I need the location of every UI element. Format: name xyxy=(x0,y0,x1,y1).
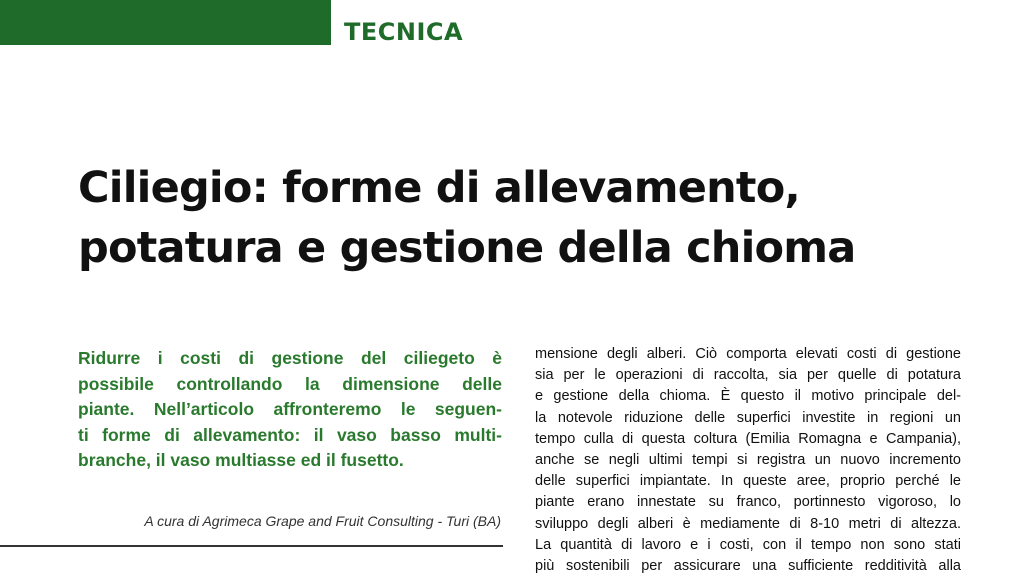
title-line: potatura e gestione della chioma xyxy=(78,223,856,273)
body-line: e gestione della chioma. È questo il motivo principale del- xyxy=(535,388,961,405)
article-byline: A cura di Agrimeca Grape and Fruit Consulting - Turi (BA) xyxy=(144,513,501,529)
body-line: La quantità di lavoro e i costi, con il tempo non sono stati xyxy=(535,536,961,553)
body-line: la notevole riduzione delle superfici investite in regioni un xyxy=(535,409,961,426)
article-lead xyxy=(78,346,502,474)
lead-line: piante. Nell’articolo affronteremo le seguen- xyxy=(78,399,502,419)
body-line: piante erano innestate su franco, portinnesto vigoroso, lo xyxy=(535,494,961,511)
lead-line: possibile controllando la dimensione delle xyxy=(78,373,502,394)
lead-line: branche, il vaso multiasse ed il fusetto. xyxy=(78,450,404,470)
title-line: Ciliegio: forme di allevamento, xyxy=(78,163,800,213)
body-line: sia per le operazioni di raccolta, sia per quelle di potatura xyxy=(535,367,961,384)
body-line: mensione degli alberi. Ciò comporta elevati costi di gestione xyxy=(535,346,961,362)
header-accent-bar xyxy=(0,0,331,45)
divider xyxy=(0,545,503,547)
lead-line: ti forme di allevamento: il vaso basso multi- xyxy=(78,424,502,445)
body-column xyxy=(535,344,961,577)
body-line: più sostenibili per assicurare una sufficiente redditività alla xyxy=(535,558,961,575)
body-line: tempo culla di questa coltura (Emilia Romagna e Campania), xyxy=(535,430,961,447)
body-line: sviluppo degli alberi è mediamente di 8-10 metri di altezza. xyxy=(535,515,961,532)
lead-line: Ridurre i costi di gestione del ciliegeto è xyxy=(78,348,502,368)
article-title xyxy=(78,158,978,278)
body-line: anche se negli ultimi tempi si registra un nuovo incremento xyxy=(535,452,961,469)
section-label: TECNICA xyxy=(344,18,464,46)
body-line: delle superfici impiantate. In queste aree, proprio perché le xyxy=(535,473,961,490)
